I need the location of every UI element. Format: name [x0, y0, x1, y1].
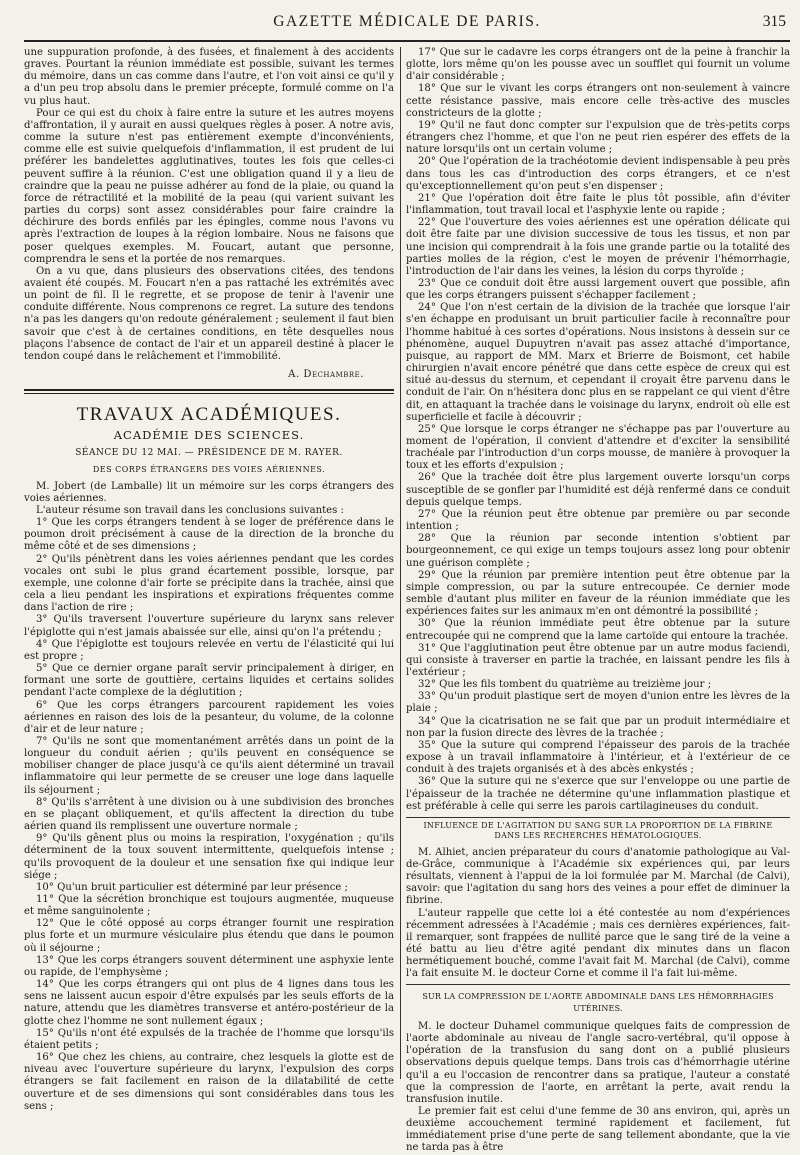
conclusion-item: 29° Que la réunion par première intention peut être obtenue par la simple compression, ou par la suture entrecoupée. Ce dernier mode semble d'autant plus militer en faveur de la réunion immédiate que les expériences faites sur les animaux m'en ont démontré la possibilité ; [406, 569, 790, 618]
conclusion-item: 14° Que les corps étrangers qui ont plus de 4 lignes dans tous les sens ne laissent aucun espoir d'être expulsés par les seuls efforts de la nature, attendu que les diamètres transverse et antéro-postérieur de la glotte chez l'homme ne sont nullement égaux ; [24, 979, 394, 1027]
topic-heading: SUR LA COMPRESSION DE L'AORTE ABDOMINALE DANS LES HÉMORRHAGIES UTÉRINES. [422, 991, 774, 1013]
topic-heading: INFLUENCE DE L'AGITATION DU SANG SUR LA PROPORTION DE LA FIBRINE DANS LES RECHERCHES HÉMATOLOGIQUES. [423, 820, 773, 840]
meeting-line: SÉANCE DU 12 MAI. — PRÉSIDENCE DE M. RAYER. [75, 448, 343, 459]
conclusion-item: 15° Qu'ils n'ont été expulsés de la trachée de l'homme que lorsqu'ils étaient petits ; [24, 1027, 394, 1051]
conclusion-item: 1° Que les corps étrangers tendent à se loger de préférence dans le poumon droit précisément à cause de la direction de la bronche du même côté et de ses dimensions ; [24, 517, 394, 553]
section-title: TRAVAUX ACADÉMIQUES. [76, 404, 342, 426]
conclusion-item: 33° Qu'un produit plastique sert de moyen d'union entre les lèvres de la plaie ; [406, 691, 790, 715]
conclusion-item: 30° Que la réunion immédiate peut être obtenue par la suture entrecoupée qui ne comprend que la lame cartoïde qui entoure la trachée. [406, 618, 790, 642]
paragraph: L'auteur rappelle que cette loi a été contestée au nom d'expériences récemment adressées à l'Académie ; mais ces dernières expériences, fait-il remarquer, sont frappées de nullité parce que le sang tiré de la veine a été battu au lieu d'être agité pendant dix minutes dans un flacon hermétiquement bouché, comme l'avait fait M. Marchal (de Calvi), comme l'a fait ensuite M. le docteur Corne et comme il l'a fait lui-même. [406, 907, 790, 980]
conclusion-item: 19° Qu'il ne faut donc compter sur l'expulsion que de très-petits corps étrangers chez l'homme, et que l'on ne peut rien espérer des effets de la nature lorsqu'ils ont un certain volume ; [406, 119, 790, 156]
conclusion-item: 26° Que la trachée doit être plus largement ouverte lorsqu'un corps susceptible de se gonfler par l'humidité est déjà renfermé dans ce conduit depuis quelque temps. [406, 472, 790, 508]
paragraph: M. Alhiet, ancien préparateur du cours d'anatomie pathologique au Val-de-Grâce, communique à l'Académie six expériences qui, par leurs résultats, viennent à l'appui de la loi formulée par M. Marchal (de Calvi), savoir: que l'agitation du sang hors des veines a pour effet de diminuer la fibrine. [406, 846, 790, 907]
topic-heading: DES CORPS ÉTRANGERS DES VOIES AÉRIENNES. [92, 464, 326, 474]
conclusion-item: 17° Que sur le cadavre les corps étrangers ont de la peine à franchir la glotte, lors même qu'on les pousse avec un soufflet qui fournit un volume d'air considérable ; [406, 47, 790, 83]
conclusion-item: 18° Que sur le vivant les corps étrangers ont non-seulement à vaincre cette résistance passive, mais encore celle très-active des muscles constricteurs de la glotte ; [406, 83, 790, 119]
conclusion-item: 28° Que la réunion par seconde intention s'obtient par bourgeonnement, ce qui exige un temps toujours assez long pour obtenir une guérison complète ; [406, 533, 790, 569]
conclusion-item: 36° Que la suture qui ne s'exerce que sur l'enveloppe ou une partie de l'épaisseur de la trachée ne détermine qu'une inflammation plastique et est préférable à celle qui serre les parois cartilagineuses du conduit. [406, 776, 790, 812]
paragraph: une suppuration profonde, à des fusées, et finalement à des accidents graves. Pourtant la réunion immédiate est possible, suivant les termes du mémoire, dans un cas comme dans l'autre, et l'on voit ainsi ce qu'il y a d'un peu trop absolu dans le premier précepte, formulé comme on l'a vu plus haut. [24, 47, 394, 107]
conclusion-item: 9° Qu'ils gênent plus ou moins la respiration, l'oxygénation ; qu'ils déterminent de la toux souvent intermittente, quelquefois intense ; qu'ils provoquent de la douleur et une sensation fixe qui indique leur siége ; [24, 833, 394, 881]
conclusion-item: 7° Qu'ils ne sont que momentanément arrêtés dans un point de la longueur du conduit aérien ; qu'ils peuvent en conséquence se mobiliser changer de place jusqu'à ce qu'ils aient déterminé un travail inflammatoire qui leur permette de se creuser une loge dans laquelle ils séjournent ; [24, 735, 394, 796]
conclusion-item: 10° Qu'un bruit particulier est déterminé par leur présence ; [36, 881, 348, 893]
paragraph: Pour ce qui est du choix à faire entre la suture et les autres moyens d'affrontation, il y aurait en aussi quelques règles à poser. A notre avis, comme la suture n'est pas entièrement exempte d'inconvénients, comme elle est suivie quelquefois d'inflammation, il est prudent de lui préférer les bandelettes agglutinatives, toutes les fois que celles-ci peuvent suffire à la réunion. C'est une obligation quand il y a lieu de craindre que la peau ne puisse adhérer au fond de la plaie, ou quand la force de rétractilité et la mobilité de la peau (qui varient suivant les parties du corps) sont assez considérables pour faire craindre la déchirure des bords enfilés par les épingles, comme nous l'avons vu après l'extraction de loupes à la région lombaire. Nous ne faisons que poser quelques exemples. M. Foucart, autant que personne, comprendra le sens et la portée de nos remarques. [24, 107, 394, 265]
right-column [406, 47, 790, 1154]
conclusion-item: 11° Que la sécrétion bronchique est toujours augmentée, muqueuse et même sanguinolente ; [24, 894, 394, 918]
conclusion-item: 32° Que les fils tombent du quatrième au treizième jour ; [418, 679, 712, 691]
section-divider [406, 817, 790, 818]
paragraph: On a vu que, dans plusieurs des observations citées, des tendons avaient été coupés. M. Foucart n'en a pas rattaché les extrémités avec un point de fil. Il le regrette, et se propose de tenir à l'avenir une conduite différente. Nous comprenons ce regret. La suture des tendons n'a pas les dangers qu'on redoute généralement ; seulement il faut bien savoir que c'est à de certaines conditions, en tête desquelles nous plaçons l'absence de contact de l'air et un appareil destiné à placer le tendon coupé dans le relâchement et l'immobilité. [24, 265, 394, 362]
conclusion-item: 20° Que l'opération de la trachéotomie devient indispensable à peu près dans tous les cas d'introduction des corps étrangers, et ce n'est qu'exceptionnellement qu'on peut s'en dispenser ; [406, 156, 790, 192]
conclusion-item: 5° Que ce dernier organe paraît servir principalement à diriger, en formant une sorte de gouttière, certains liquides et certains solides pendant l'acte complexe de la déglutition ; [24, 663, 394, 699]
conclusions-list-right [406, 47, 790, 813]
page-number: 315 [762, 13, 786, 30]
page-header [24, 0, 790, 42]
section-divider [406, 984, 790, 985]
conclusion-item: 16° Que chez les chiens, au contraire, chez lesquels la glotte est de niveau avec l'ouverture supérieure du larynx, l'expulsion des corps étrangers se fait facilement en raison de la dilatabilité de cette ouverture et de ses dimensions qui sont considérables dans tous les sens ; [24, 1052, 394, 1112]
conclusion-item: 31° Que l'agglutination peut être obtenue par un autre modus faciendi, qui consiste à traverser en partie la trachée, en laissant pendre les fils à l'extérieur ; [406, 642, 790, 678]
left-column [24, 47, 394, 1112]
conclusion-item: 12° Que le côté opposé au corps étranger fournit une respiration plus forte et un murmure vésiculaire plus étendu que dans le poumon où il séjourne ; [24, 918, 394, 954]
conclusion-item: 21° Que l'opération doit être faite le plus tôt possible, afin d'éviter l'inflammation, tout travail local et l'asphyxie lente ou rapide ; [406, 192, 790, 217]
conclusion-item: 8° Qu'ils s'arrêtent à une division ou à une subdivision des bronches en se plaçant obliquement, et qu'ils affectent la direction du tube aérien quand ils remplissent une ouverture normale ; [24, 796, 394, 833]
conclusions-list-left [24, 517, 394, 1113]
conclusion-item: 13° Que les corps étrangers souvent déterminent une asphyxie lente ou rapide, de l'emphysème ; [24, 954, 394, 978]
paragraph: M. Jobert (de Lamballe) lit un mémoire sur les corps étrangers des voies aériennes. [24, 480, 394, 504]
column-rule [400, 47, 401, 1079]
section-divider [24, 389, 394, 394]
conclusion-item: 34° Que la cicatrisation ne se fait que par un produit intermédiaire et non par la fusion directe des lèvres de la trachée ; [406, 715, 790, 739]
conclusion-item: 22° Que l'ouverture des voies aériennes est une opération délicate qui doit être faite par une division successive de tous les tissus, et non par une incision qui comprendrait à la fois une grande partie ou la totalité des parties molles de la région, c'est le moyen de prévenir l'hémorrhagie, l'introduction de l'air dans les veines, la lésion du corps thyroïde ; [406, 217, 790, 277]
academy-title: ACADÉMIE DES SCIENCES. [113, 428, 305, 443]
conclusion-item: 25° Que lorsque le corps étranger ne s'échappe pas par l'ouverture au moment de l'opération, il convient d'attendre et d'exciter la sensibilité trachéale par l'introduction d'un corps mousse, de manière à provoquer la toux et les efforts d'expulsion ; [406, 423, 790, 472]
conclusion-item: 23° Que ce conduit doit être aussi largement ouvert que possible, afin que les corps étrangers puissent s'échapper facilement ; [406, 277, 790, 302]
paragraph: M. le docteur Duhamel communique quelques faits de compression de l'aorte abdominale au niveau de l'angle sacro-vertébral, qu'il oppose à l'opération de la transfusion du sang dont on a publié plusieurs observations depuis quelque temps. Dans trois cas d'hémorrhagie utérine qu'il a eu l'occasion de rencontrer dans sa pratique, l'auteur a constaté que la compression de l'aorte, en arrêtant la perte, avait rendu la transfusion inutile. [406, 1020, 790, 1105]
paragraph: L'auteur résume son travail dans les conclusions suivantes : [36, 505, 344, 516]
conclusion-item: 27° Que la réunion peut être obtenue par première ou par seconde intention ; [406, 508, 790, 533]
conclusion-item: 2° Qu'ils pénètrent dans les voies aériennes pendant que les cordes vocales ont subi le plus grand écartement possible, lorsque, par exemple, une colonne d'air forte se précipite dans la trachée, ainsi que cela a lieu pendant les inspirations et expirations fréquentes comme dans l'action de rire ; [24, 553, 394, 614]
conclusion-item: 24° Que l'on n'est certain de la division de la trachée que lorsque l'air s'en échappe en produisant un bruit particulier facile à reconnaître pour l'homme habitué à ces sortes d'opérations. Nous insistons à dessein sur ce phénomène, auquel Dupuytren n'avait pas assez attaché d'importance, puisque, au rapport de MM. Marx et Brierre de Boismont, cet habile chirurgien n'avait encore pénétré que dans cette espèce de creux qui est situé au-dessus du sternum, et cependant il croyait être parvenu dans le conduit de l'air. On n'hésitera donc plus en se rappelant ce qui vient d'être dit, en attaquant la trachée dans le voisinage du larynx, endroit où elle est superficielle et facile à découvrir ; [406, 302, 790, 423]
author-signature: A. Dechambre. [288, 369, 364, 381]
conclusion-item: 3° Qu'ils traversent l'ouverture supérieure du larynx sans relever l'épiglotte qui n'est jamais abaissée sur elle, ainsi qu'on l'a prétendu ; [24, 614, 394, 638]
paragraph: Le premier fait est celui d'une femme de 30 ans environ, qui, après un deuxième accouchement terminé rapidement et facilement, fut immédiatement prise d'une perte de sang tellement abondante, que la vie ne tarda pas à être [406, 1105, 790, 1154]
conclusion-item: 6° Que les corps étrangers parcourent rapidement les voies aériennes en raison des lois de la pesanteur, du volume, de la colonne d'air et de leur nature ; [24, 699, 394, 735]
conclusion-item: 4° Que l'épiglotte est toujours relevée en vertu de l'élasticité qui lui est propre ; [24, 638, 394, 662]
conclusion-item: 35° Que la suture qui comprend l'épaisseur des parois de la trachée expose à un travail inflammatoire à l'intérieur, et à l'extérieur de ce conduit à des trajets organisés et à des abcès enkystés ; [406, 739, 790, 776]
text-columns [24, 47, 790, 1154]
journal-title: GAZETTE MÉDICALE DE PARIS. [273, 13, 541, 30]
